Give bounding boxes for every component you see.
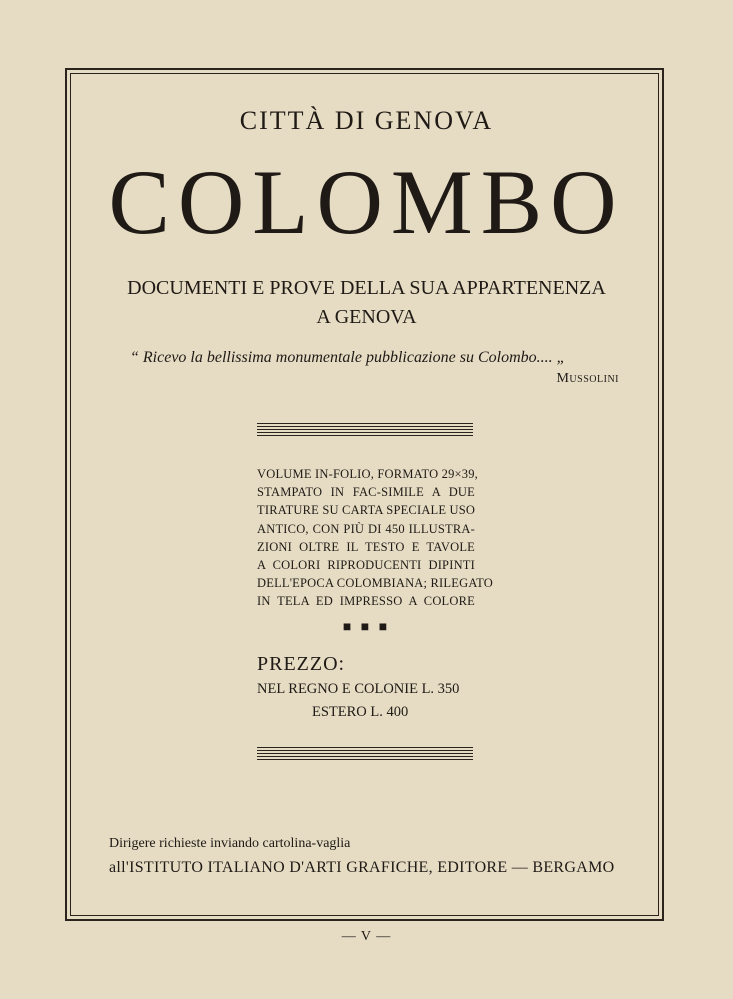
description-line: A COLORI RIPRODUCENTI DIPINTI <box>257 558 475 573</box>
price-heading: PREZZO: <box>257 653 346 675</box>
separator-dots: ■ ■ ■ <box>342 620 391 635</box>
subtitle-line-1: DOCUMENTI E PROVE DELLA SUA APPARTENENZA <box>127 277 606 299</box>
description-line: ANTICO, CON PIÙ DI 450 ILLUSTRA- <box>257 521 475 536</box>
volume-description <box>257 465 493 611</box>
contact-instructions: Dirigere richieste inviando cartolina-vaglia <box>109 836 351 851</box>
description-line: TIRATURE SU CARTA SPECIALE USO <box>257 503 476 518</box>
price-abroad: ESTERO L. 400 <box>312 704 409 720</box>
description-line: ZIONI OLTRE IL TESTO E TAVOLE <box>257 539 475 554</box>
quote-text: “ Ricevo la bellissima monumentale pubblicazione su Colombo.... „ <box>130 349 566 366</box>
quote-author: Mussolini <box>556 371 619 386</box>
description-line: VOLUME IN-FOLIO, FORMATO 29×39, <box>257 467 479 481</box>
page-title: COLOMBO <box>108 151 625 253</box>
description-line: IN TELA ED IMPRESSO A COLORE <box>257 594 475 609</box>
publisher-address: all'ISTITUTO ITALIANO D'ARTI GRAFICHE, EDITORE — BERGAMO <box>109 859 615 876</box>
price-domestic: NEL REGNO E COLONIE L. 350 <box>257 681 460 697</box>
page-number: — V — <box>341 929 392 944</box>
description-line: STAMPATO IN FAC-SIMILE A DUE <box>257 485 475 500</box>
decorative-rule-bottom <box>257 747 473 762</box>
subtitle <box>0 274 733 332</box>
description-line: DELL'EPOCA COLOMBIANA; RILEGATO <box>257 576 493 591</box>
subtitle-line-2: A GENOVA <box>316 306 417 328</box>
city-heading: CITTÀ DI GENOVA <box>239 106 494 135</box>
decorative-rule-top <box>257 423 473 438</box>
